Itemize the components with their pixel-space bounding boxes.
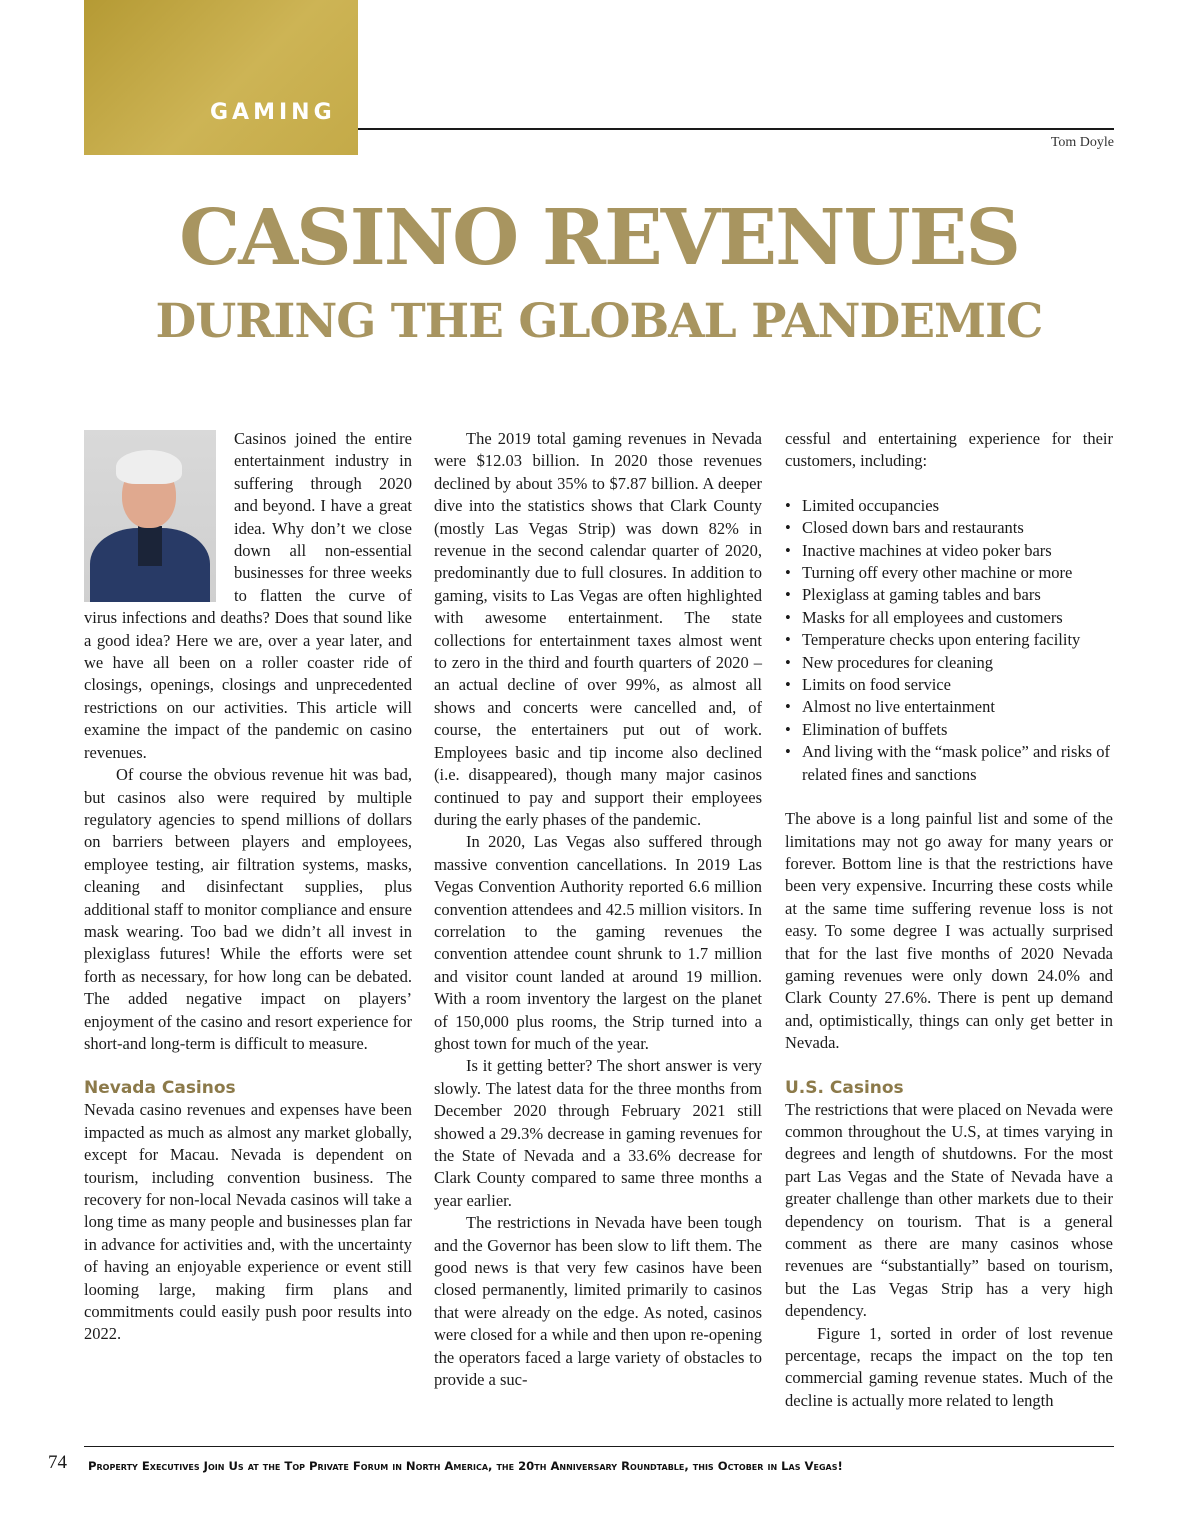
paragraph: Of course the obvious revenue hit was bad, but casinos also were required by multiple regulatory agencies to spend millions of dollars on barriers between players and employees, employee testing, air filtration systems, masks, cleaning and disinfectant supplies, plus additional staff to monitor compliance and ensure mask wearing. Too bad we didn’t all invest in plexiglass futures! While the efforts were set forth as necessary, for how long can be debated. The added negative impact on players’ enjoyment of the casino and resort experience for short-and long-term is difficult to measure. <box>84 765 412 1053</box>
column-1 <box>84 428 412 1346</box>
article-subtitle: DURING THE GLOBAL PANDEMIC <box>155 294 1043 349</box>
list-item: • And living with the “mask police” and risks of related fines and sanctions <box>785 741 1113 786</box>
paragraph: The restrictions in Nevada have been tough and the Governor has been slow to lift them. The good news is that very few casinos have been closed permanently, limited primarily to casinos that were already on the edge. As noted, casinos were closed for a while and then upon re-opening the operators faced a large variety of obstacles to provide a suc- <box>434 1213 762 1390</box>
photo-hair <box>116 450 182 484</box>
section-tab <box>84 0 358 155</box>
author-photo-icon <box>84 430 216 602</box>
photo-tie <box>138 526 162 566</box>
section-heading-nevada: Nevada Casinos <box>84 1078 236 1099</box>
paragraph: Casinos joined the entire entertainment industry in suffering through 2020 and beyond. I have a great idea. Why don’t we close down all non-essential businesses for three weeks to flatten the curve of virus infections and deaths? Does that sound like a good idea? Here we are, over a year later, and we have all been on a roller coaster ride of closings, openings, closings and unprecedented restrictions on our activities. This article will examine the impact of the pandemic on casino revenues. <box>84 429 412 762</box>
section-heading-us: U.S. Casinos <box>785 1077 904 1098</box>
list-item: • Temperature checks upon entering facility <box>785 629 1113 651</box>
header-rule <box>358 128 1114 130</box>
paragraph: Is it getting better? The short answer is very slowly. The latest data for the three months from December 2020 through February 2021 still showed a 29.3% decrease in gaming revenues for the State of Nevada and a 33.6% decrease for Clark County compared to same three months a year earlier. <box>434 1056 762 1210</box>
paragraph: The restrictions that were placed on Nevada were common throughout the U.S, at times varying in degrees and length of shutdowns. For the most part Las Vegas and the State of Nevada have a greater challenge than other markets due to their dependency on tourism. That is a general comment as there are many casinos whose revenues are “substantially” based on tourism, but the Las Vegas Strip has a very high dependency. <box>785 1099 1113 1321</box>
list-item: • Limited occupancies <box>785 495 1113 517</box>
list-item: • Limits on food service <box>785 674 1113 696</box>
column-3 <box>785 428 1113 1412</box>
page-number: 74 <box>48 1452 67 1473</box>
paragraph: Figure 1, sorted in order of lost revenue percentage, recaps the impact on the top ten commercial gaming revenue states. Much of the decline is actually more related to length <box>785 1323 1113 1410</box>
column-2 <box>434 428 762 1391</box>
list-item: • Turning off every other machine or more <box>785 562 1113 584</box>
list-item: • Closed down bars and restaurants <box>785 517 1113 539</box>
list-item: • Inactive machines at video poker bars <box>785 540 1113 562</box>
paragraph: Nevada casino revenues and expenses have been impacted as much as almost any market globally, except for Macau. Nevada is dependent on tourism, including convention business. The recovery for non-local Nevada casinos will take a long time as many people and businesses plan far in advance for activities and, with the uncertainty of having an enjoyable experience or event still looming large, making firm plans and commitments could easily push poor results into 2022. <box>84 1100 412 1344</box>
author-byline: Tom Doyle <box>1050 135 1114 150</box>
list-item: • Almost no live entertainment <box>785 696 1113 718</box>
paragraph: In 2020, Las Vegas also suffered through massive convention cancellations. In 2019 Las Vegas Convention Authority reported 6.6 million convention attendees and 42.5 million visitors. In correlation to the gaming revenues the convention attendee count shrunk to 1.7 million and visitor count landed at around 19 million. With a room inventory the largest on the planet of 150,000 plus rooms, the Strip turned into a ghost town for much of the year. <box>434 832 762 1053</box>
restrictions-list <box>785 495 1113 786</box>
article-title: CASINO REVENUES <box>179 193 1019 283</box>
footer-promo: Property Executives Join Us at the Top Private Forum in North America, the 20th Anniversary Roundtable, this October in Las Vegas! <box>88 1459 843 1473</box>
paragraph: The 2019 total gaming revenues in Nevada were $12.03 billion. In 2020 those revenues declined by about 35% to $7.87 billion. A deeper dive into the statistics shows that Clark County (mostly Las Vegas Strip) was down 82% in revenue in the second calendar quarter of 2020, predominantly due to full closures. In addition to gaming, visits to Las Vegas are often highlighted with awesome entertainment. The state collections for entertainment taxes almost went to zero in the third and fourth quarters of 2020 – an actual decline of over 99%, as almost all shows and concerts were cancelled and, of course, the entertainers put out of work. Employees basic and tip income also declined (i.e. disappeared), though many major casinos continued to pay and support their employees during the early phases of the pandemic. <box>434 429 762 829</box>
footer-rule <box>84 1446 1114 1447</box>
list-item: • Masks for all employees and customers <box>785 607 1113 629</box>
list-item: • Elimination of buffets <box>785 719 1113 741</box>
paragraph: cessful and entertaining experience for their customers, including: <box>785 429 1113 471</box>
list-item: • New procedures for cleaning <box>785 652 1113 674</box>
list-item: • Plexiglass at gaming tables and bars <box>785 584 1113 606</box>
section-label: GAMING <box>210 100 336 125</box>
paragraph: The above is a long painful list and some of the limitations may not go away for many years or forever. Bottom line is that the restrictions have been very expensive. Incurring these costs while at the same time suffering revenue loss is not easy. To some degree I was actually surprised that for the last five months of 2020 Nevada gaming revenues were only down 24.0% and Clark County 27.6%. There is pent up demand and, optimistically, things can only get better in Nevada. <box>785 809 1113 1053</box>
